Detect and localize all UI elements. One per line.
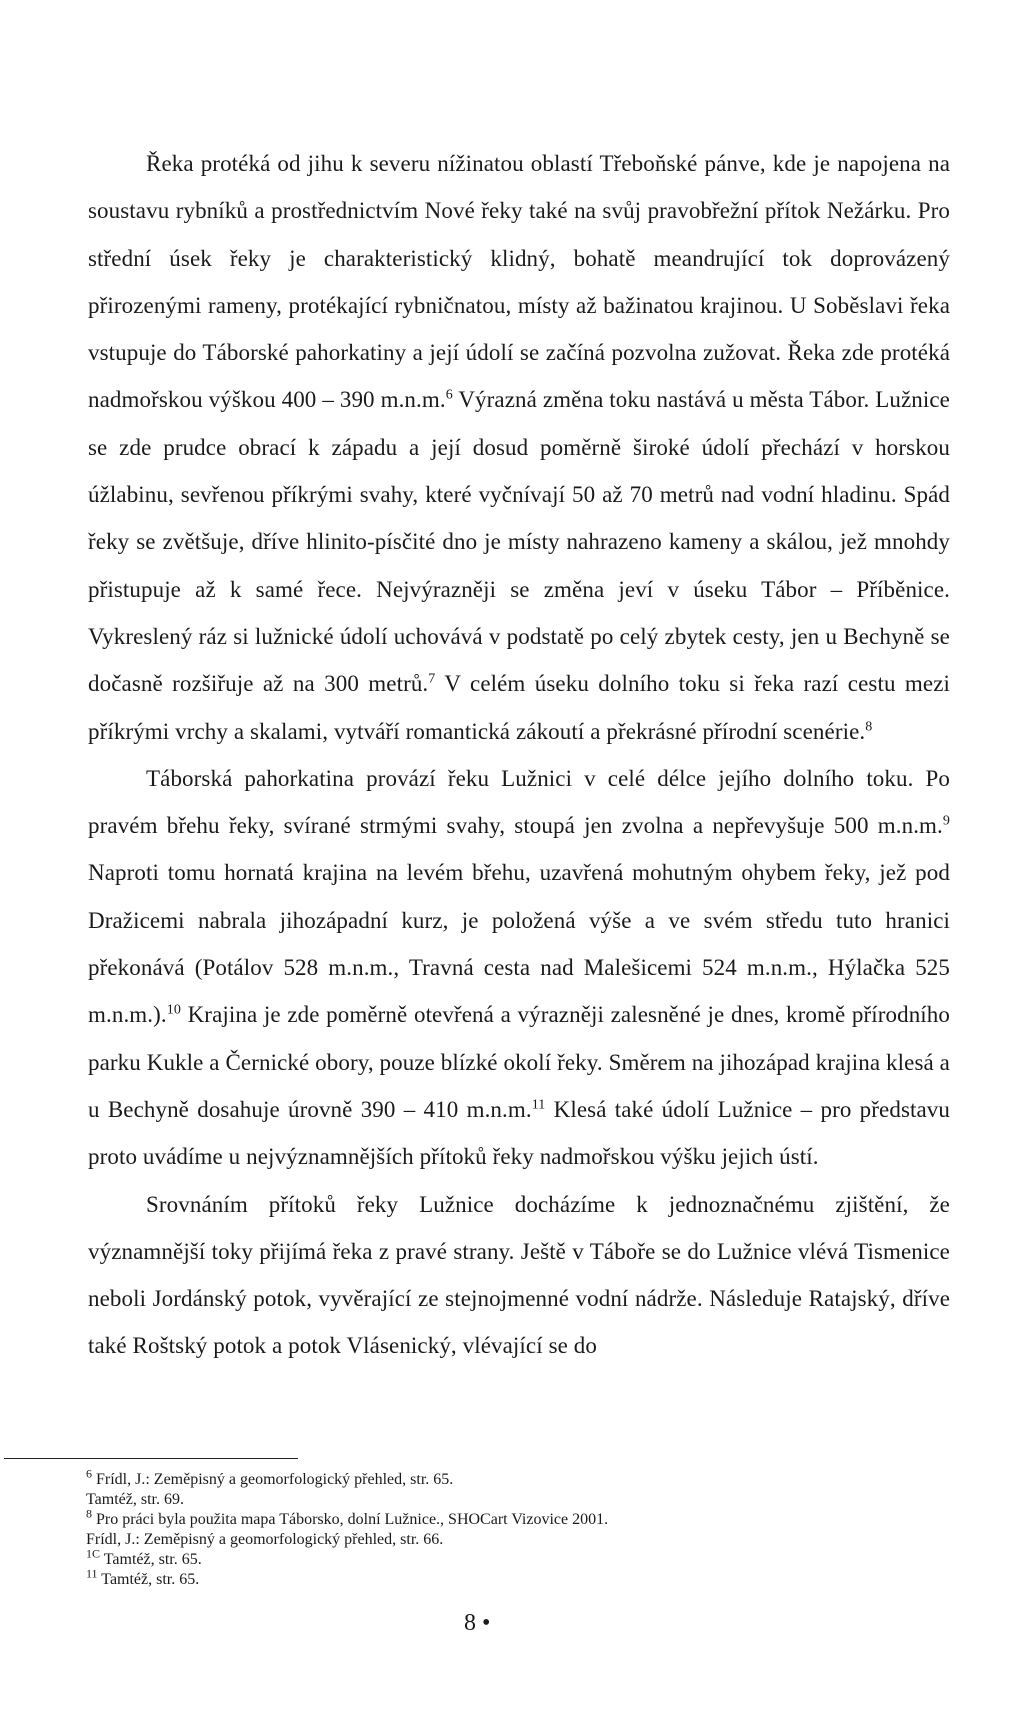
footnote-text: Tamtéž, str. 65. <box>103 1551 202 1568</box>
paragraph-1 <box>88 140 950 755</box>
footnotes <box>86 1466 886 1590</box>
footnote-ref-8: 8 <box>865 718 873 734</box>
paragraph-1-part-3: V celém úseku dolního toku si řeka razí cestu mezi příkrými vrchy a skalami, vytváří romantická zákoutí a překrásné přírodní scenérie. <box>88 671 950 744</box>
paragraph-1-part-1: Řeka protéká od jihu k severu nížinatou oblastí Třeboňské pánve, kde je napojena na soustavu rybníků a prostřednictvím Nové řeky také na svůj pravobřežní přítok Nežárku. Pro střední úsek řeky je charakteristický klidný, bohatě meandrující tok doprovázený přirozenými rameny, protékající rybničnatou, místy až bažinatou krajinou. U Soběslavi řeka vstupuje do Táborské pahorkatiny a její údolí se začíná pozvolna zužovat. Řeka zde protéká nadmořskou výškou 400 – 390 m.n.m. <box>88 151 950 413</box>
footnote-separator <box>4 1458 298 1459</box>
page-number: 8 • <box>464 1610 491 1636</box>
footnote-mark: 6 <box>86 1466 92 1481</box>
footnote <box>86 1490 886 1510</box>
footnote-mark: 1C <box>86 1546 101 1561</box>
footnote <box>86 1546 886 1570</box>
paragraph-1-part-2: Výrazná změna toku nastává u města Tábor. Lužnice se zde prudce obrací k západu a její dosud poměrně široké údolí přechází v horskou úžlabinu, sevřenou příkrými svahy, které vyčnívají 50 až 70 metrů nad vodní hladinu. Spád řeky se zvětšuje, dříve hlinito-písčité dno je místy nahrazeno kameny a skálou, jež mnohdy přistupuje až k samé řece. Nejvýrazněji se změna jeví v úseku Tábor – Příběnice. Vykreslený ráz si lužnické údolí uchovává v podstatě po celý zbytek cesty, jen u Bechyně se dočasně rozšiřuje až na 300 metrů. <box>88 387 950 697</box>
paragraph-2-part-3: Krajina je zde poměrně otevřená a výrazněji zalesněné je dnes, kromě přírodního parku Kukle a Černické obory, pouze blízké okolí řeky. Směrem na jihozápad krajina klesá a u Bechyně dosahuje úrovně 390 – 410 m.n.m. <box>88 1002 950 1122</box>
footnote <box>86 1506 886 1530</box>
footnote-text: Frídl, J.: Zeměpisný a geomorfologický přehled, str. 66. <box>86 1531 444 1548</box>
footnote-ref-10: 10 <box>166 1002 181 1018</box>
footnote-ref-6: 6 <box>445 387 453 403</box>
paragraph-2-part-2: Naproti tomu hornatá krajina na levém břehu, uzavřená mohutným ohybem řeky, jež pod Dražicemi nabrala jihozápadní kurz, je položená výše a ve svém středu tuto hranici překonává (Potálov 528 m.n.m., Travná cesta nad Malešicemi 524 m.n.m., Hýlačka 525 m.n.m.). <box>88 860 950 1028</box>
footnote-ref-9: 9 <box>942 813 950 829</box>
footnote <box>86 1530 886 1550</box>
footnote-text: Tamtéž, str. 65. <box>101 1571 200 1588</box>
body-text <box>88 140 950 1370</box>
footnote-ref-7: 7 <box>428 671 436 687</box>
footnote-mark: 11 <box>86 1566 98 1581</box>
footnote-text: Tamtéž, str. 69. <box>86 1491 184 1508</box>
footnote <box>86 1566 886 1590</box>
paragraph-3 <box>88 1181 950 1370</box>
paragraph-2-part-1: Táborská pahorkatina provází řeku Lužnici v celé délce jejího dolního toku. Po pravém břehu řeky, svírané strmými svahy, stoupá jen zvolna a nepřevyšuje 500 m.n.m. <box>88 765 950 839</box>
footnote-text: Frídl, J.: Zeměpisný a geomorfologický přehled, str. 65. <box>96 1471 454 1488</box>
footnote-mark: 8 <box>86 1506 92 1521</box>
paragraph-2-part-4: Klesá také údolí Lužnice – pro představu proto uvádíme u nejvýznamnějších přítoků řeky nadmořskou výšku jejich ústí. <box>88 1096 950 1170</box>
footnote <box>86 1466 886 1490</box>
paragraph-3-part-1: Srovnáním přítoků řeky Lužnice docházíme k jednoznačnému zjištění, že významnější toky přijímá řeka z pravé strany. Ještě v Táboře se do Lužnice vlévá Tismenice neboli Jordánský potok, vyvěrající ze stejnojmenné vodní nádrže. Následuje Ratajský, dříve také Roštský potok a potok Vlásenický, vlévající se do <box>88 1191 950 1359</box>
footnote-ref-11: 11 <box>531 1097 546 1113</box>
paragraph-2 <box>88 755 950 1181</box>
footnote-text: Pro práci byla použita mapa Táborsko, dolní Lužnice., SHOCart Vizovice 2001. <box>96 1511 609 1528</box>
